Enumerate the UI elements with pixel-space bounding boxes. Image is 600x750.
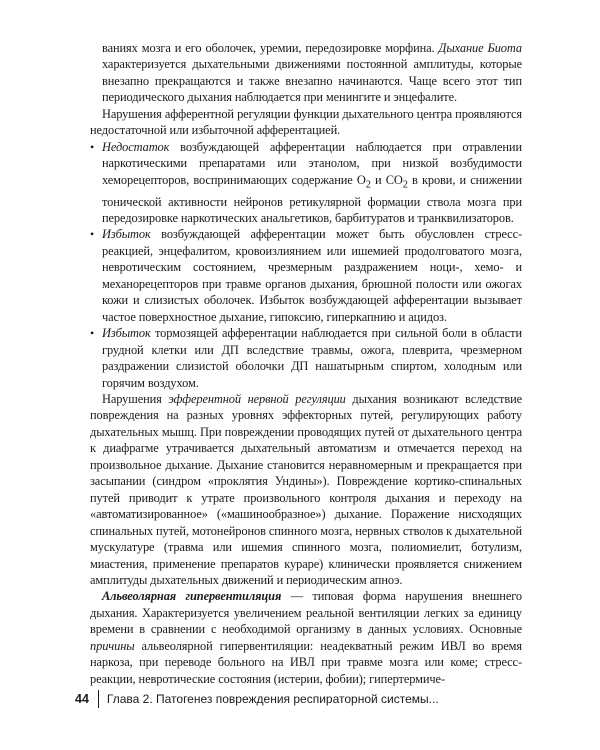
paragraph-afferent: Нарушения афферентной регуляции функции дыхательного центра проявляются недостаточной или избыточной афферентацией.	[90, 106, 522, 138]
page-number: 44	[75, 692, 89, 706]
text: ваниях мозга и его оболочек, уремии, передозировке морфина.	[102, 41, 439, 55]
page-body	[90, 40, 522, 687]
text: тормозящей афферентации наблюдается при сильной боли в области грудной клетки или ДП вследствие травмы, ожога, плеврита, чрезмерном раздражении слизистой оболочки ДП нашатырным спиртом, холодным или горячим воздухом.	[102, 326, 522, 390]
text: возбуждающей афферентации может быть обусловлен стресс-реакцией, энцефалитом, кровоизлиянием или ишемией продолговатого мозга, невротическим состоянием, чрезмерным раздражением ноци-, хемо- и механорецепторов при травме органов дыхания, брюшной полости или ожогах кожи и слизистых оболочек. Избыток возбуждающей афферентации вызывает частое поверхностное дыхание, гипоксию, гиперкапнию и ацидоз.	[102, 227, 522, 324]
text: Нарушения	[102, 391, 169, 406]
term-efferent: эфферентной нервной регуляции	[168, 391, 346, 406]
text: альвеолярной гипервентиляции: неадекватный режим ИВЛ во время наркоза, при переводе больного на ИВЛ при травме мозга или коме; стресс-реакции, невротические состояния (истерии, фобии); гипертермиче-	[90, 638, 522, 686]
subscript: 2	[402, 179, 408, 191]
text: характеризуется дыхательными движениями постоянной амплитуды, которые внезапно прекращаются и также внезапно начинаются. Чаще всего этот тип периодического дыхания наблюдается при менингите и энцефалите.	[102, 57, 522, 105]
list-item	[90, 139, 522, 227]
term: Недостаток	[102, 139, 170, 154]
term: Избыток	[102, 326, 151, 341]
term: Избыток	[102, 227, 151, 242]
subscript: 2	[365, 179, 371, 191]
paragraph-hyperventilation	[90, 588, 522, 687]
paragraph-efferent	[90, 391, 522, 588]
term-biot: Дыхание Биота	[438, 41, 522, 55]
list-item	[90, 325, 522, 391]
chapter-title: Глава 2. Патогенез повреждения респираторной системы...	[106, 692, 439, 706]
page-footer	[75, 690, 439, 708]
bullet-list	[90, 139, 522, 391]
text: в крови, и снижении тонической активности нейронов ретикулярной формации ствола мозга при передозировке наркотических анальгетиков, барбитуратов и транквилизаторов.	[102, 172, 522, 225]
text: и CO	[370, 172, 403, 187]
text: возбуждающей афферентации наблюдается при отравлении наркотическими препаратами или этанолом, при низкой возбудимости хеморецепторов, воспринимающих содержание O	[102, 139, 522, 187]
list-item	[90, 226, 522, 325]
footer-divider	[98, 690, 99, 708]
text: — типовая форма нарушения внешнего дыхания. Характеризуется увеличением реальной вентиляции легких за единицу времени в сравнении с необходимой организму в данных условиях. Основные	[90, 589, 522, 637]
text: дыхания возникают вследствие повреждения на разных уровнях эффекторных путей, регулирующих работу дыхательных мышц. При повреждении проводящих путей от дыхательного центра к диафрагме утрачивается дыхательный автоматизм и отмечается переход на произвольное дыхание. Дыхание становится неравномерным и прекращается при засыпании (синдром «проклятия Ундины»). Повреждение кортико-спинальных путей приводит к утрате произвольного контроля дыхания и переходу на «автоматизированное» («машинообразное») дыхание. Поражение нисходящих спинальных путей, мотонейронов спинного мозга, нервных стволов к дыхательной мускулатуре (травма или ишемия спинного мозга, полиомиелит, ботулизм, миастения, применение препаратов кураре) клинически проявляется снижением амплитуды дыхательных движений и периодическим апноэ.	[90, 391, 523, 587]
term-hyperventilation: Альвеолярная гипервентиляция	[102, 589, 282, 604]
paragraph-biot	[90, 40, 522, 106]
term-causes: причины	[90, 638, 135, 653]
